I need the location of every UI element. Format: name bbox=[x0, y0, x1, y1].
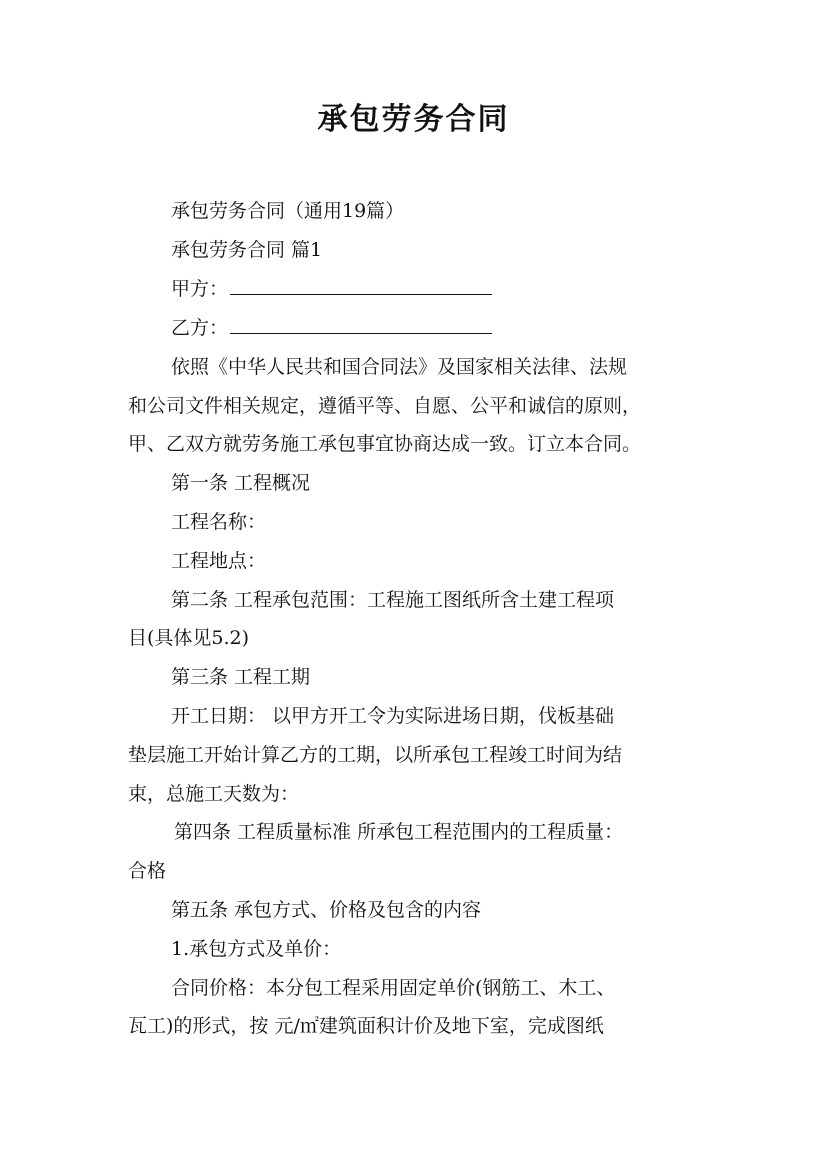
paragraph-line: 工程地点： bbox=[171, 550, 267, 572]
party-a-line bbox=[171, 274, 761, 304]
paragraph-line: 垫层施工开始计算乙方的工期，以所承包工程竣工时间为结 bbox=[128, 744, 623, 766]
paragraph-line: 开工日期： 以甲方开工令为实际进场日期，伐板基础 bbox=[171, 705, 615, 727]
paragraph-line: 依照《中华人民共和国合同法》及国家相关法律、法规 bbox=[171, 356, 628, 378]
party-a-label: 甲方： bbox=[171, 278, 229, 300]
section-heading: 承包劳务合同 篇1 bbox=[171, 239, 323, 261]
party-b-blank bbox=[230, 313, 492, 334]
article-heading: 第一条 工程概况 bbox=[171, 472, 311, 494]
document-title: 承包劳务合同 bbox=[317, 102, 510, 137]
paragraph-line: 工程名称： bbox=[171, 511, 267, 533]
paragraph-line: 甲、乙双方就劳务施工承包事宜协商达成一致。订立本合同。 bbox=[128, 433, 642, 455]
party-b-line bbox=[171, 313, 761, 343]
article-heading: 第三条 工程工期 bbox=[171, 666, 311, 688]
subtitle-line: 承包劳务合同（通用19篇） bbox=[171, 200, 405, 222]
party-a-blank bbox=[230, 274, 492, 295]
paragraph-line: 1.承包方式及单价： bbox=[171, 938, 342, 960]
paragraph-line: 合同价格：本分包工程采用固定单价(钢筋工、木工、 bbox=[171, 977, 616, 999]
paragraph-line: 目(具体见5.2) bbox=[128, 627, 250, 649]
party-b-label: 乙方： bbox=[171, 317, 229, 339]
paragraph-line: 束，总施工天数为： bbox=[128, 783, 300, 805]
article-heading: 第五条 承包方式、价格及包含的内容 bbox=[171, 899, 482, 921]
paragraph-line: 第二条 工程承包范围：工程施工图纸所含土建工程项 bbox=[171, 589, 615, 611]
paragraph-line: 和公司文件相关规定，遵循平等、自愿、公平和诚信的原则， bbox=[128, 395, 642, 417]
paragraph-line: 第四条 工程质量标准 所承包工程范围内的工程质量： bbox=[174, 821, 624, 843]
paragraph-line: 瓦工)的形式，按 元/㎡建筑面积计价及地下室，完成图纸 bbox=[128, 1015, 604, 1037]
paragraph-line: 合格 bbox=[128, 860, 167, 882]
